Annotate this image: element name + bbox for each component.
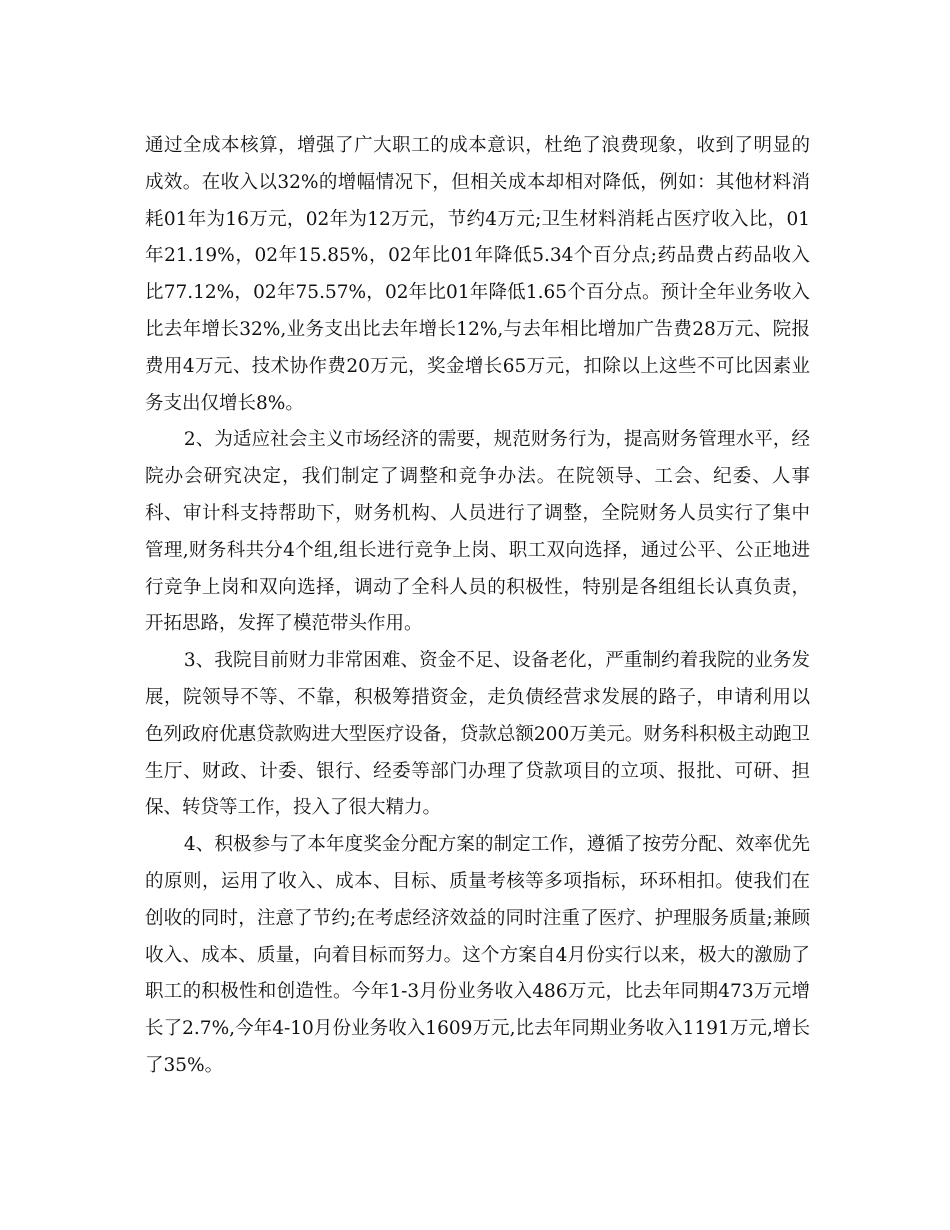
paragraph-loan-funding: 3、我院目前财力非常困难、资金不足、设备老化，严重制约着我院的业务发展，院领导不等、不靠，积极筹措资金，走负债经营求发展的路子，申请利用以色列政府优惠贷款购进大型医疗设备，贷款总额200万美元。财务科积极主动跑卫生厅、财政、计委、银行、经委等部门办理了贷款项目的立项、报批、可研、担保、转贷等工作，投入了很大精力。 <box>145 650 810 819</box>
paragraph-cost-accounting: 通过全成本核算，增强了广大职工的成本意识，杜绝了浪费现象，收到了明显的成效。在收入以32%的增幅情况下，但相关成本却相对降低，例如：其他材料消耗01年为16万元，02年为12万元，节约4万元;卫生材料消耗占医疗收入比，01年21.19%，02年15.85%，02年比01年降低5.34个百分点;药品费占药品收入比77.12%，02年75.57%，02年比01年降低1.65个百分点。预计全年业务收入比去年增长32%,业务支出比去年增长12%,与去年相比增加广告费28万元、院报费用4万元、技术协作费20万元，奖金增长65万元，扣除以上这些不可比因素业务支出仅增长8%。 <box>145 135 810 414</box>
paragraph-finance-reform: 2、为适应社会主义市场经济的需要，规范财务行为，提高财务管理水平，经院办会研究决定，我们制定了调整和竞争办法。在院领导、工会、纪委、人事科、审计科支持帮助下，财务机构、人员进行了调整，全院财务人员实行了集中管理,财务科共分4个组,组长进行竞争上岗、职工双向选择，通过公平、公正地进行竞争上岗和双向选择，调动了全科人员的积极性，特别是各组组长认真负责，开拓思路，发挥了模范带头作用。 <box>145 429 810 635</box>
paragraph-bonus-plan: 4、积极参与了本年度奖金分配方案的制定工作，遵循了按劳分配、效率优先的原则，运用了收入、成本、目标、质量考核等多项指标，环环相扣。使我们在创收的同时，注意了节约;在考虑经济效益的同时注重了医疗、护理服务质量;兼顾收入、成本、质量，向着目标而努力。这个方案自4月份实行以来，极大的激励了职工的积极性和创造性。今年1-3月份业务收入486万元，比去年同期473万元增长了2.7%,今年4-10月份业务收入1609万元,比去年同期业务收入1191万元,增长了35%。 <box>145 834 810 1076</box>
document-body <box>145 128 810 1085</box>
